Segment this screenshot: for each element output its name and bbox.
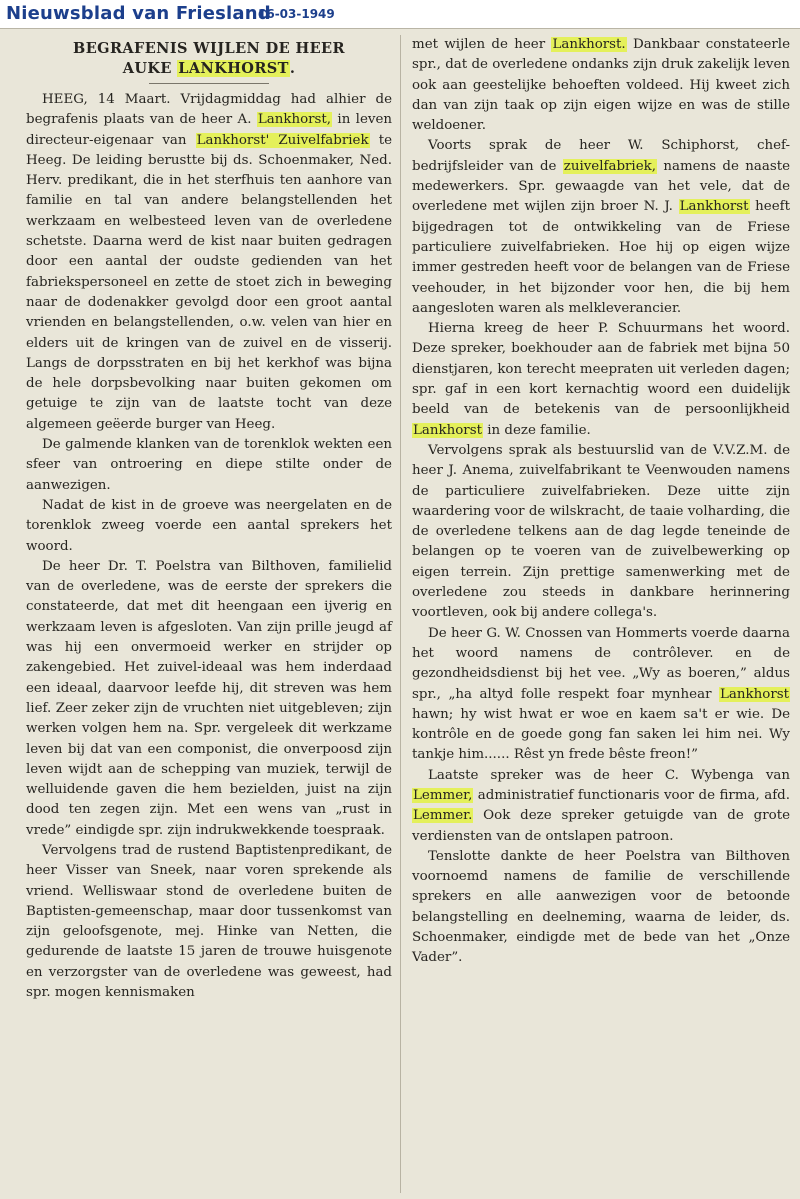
paragraph xyxy=(412,35,790,136)
paragraph: De heer Dr. T. Poelstra van Bilthoven, familielid van de overledene, was de eerste der sprekers die constateerde, dat met dit heengaan een ijverig en werkzaam leven is afgesloten. Van zijn prille jeugd af was hij een onvermoeid werker en strijder op zakengebied. Het zuivel-ideaal was hem inderdaad een ideaal, daarvoor leefde hij, dit streven was hem lief. Zeer zeker zijn de vruchten niet uitgebleven; zijn werken volgen hem na. Spr. vergeleek dit werkzame leven bij dat van een componist, die onverpoosd zijn leven wijdt aan de schepping van muziek, terwijl de welluidende gaven die hem bezielden, juist na zijn dood ten zegen zijn. Met een wens van „rust in vrede” eindigde spr. zijn indrukwekkende toespraak. xyxy=(26,558,392,838)
paragraph-text: Ook deze spreker getuigde van de grote verdiensten van de ontslapen patroon. xyxy=(412,808,790,844)
paragraph-text: De heer G. W. Cnossen van Hommerts voerde daarna het woord namens de contrôlever. en de gezondheidsdienst bij het vee. „Wy as boeren,” aldus spr., „ha altyd folle respekt foar mynhear xyxy=(412,625,790,702)
paragraph-text: met wijlen de heer xyxy=(412,37,552,52)
paragraph: Vervolgens sprak als bestuurslid van de V.V.Z.M. de heer J. Anema, zuivelfabrikant te Veenwouden namens de particuliere zuivelfabrieken. Deze uitte zijn waardering voor de wilskracht, de taaie volharding, die de overledene telkens aan de dag legde teneinde de belangen op te voeren van de zuivelbewerking op eigen terrein. Zijn prettige samenwerking met de overledene zou steeds in dankbare herinnering voortleven, ook bij andere collega's. xyxy=(412,442,790,621)
paragraph xyxy=(412,136,790,319)
search-highlight: Lankhorst' Zuivelfabriek xyxy=(196,132,369,148)
headline-text: AUKE xyxy=(122,60,178,77)
paragraph-text: Hierna kreeg de heer P. Schuurmans het woord. Deze spreker, boekhouder aan de fabriek met bijna 50 dienstjaren, kon terecht meepraten uit verleden dagen; spr. gaf in een kort kernachtig woord een duidelijk beeld van de betekenis van de persoonlijkheid xyxy=(412,321,790,418)
headline-rule xyxy=(149,83,269,84)
paragraph xyxy=(412,766,790,847)
paragraph: De galmende klanken van de torenklok wekten een sfeer van ontroering en diepe stilte onder de aanwezigen. xyxy=(26,437,392,493)
headline-line-1: BEGRAFENIS WIJLEN DE HEER xyxy=(73,40,345,57)
headline-line-2 xyxy=(26,59,392,79)
paragraph: Nadat de kist in de groeve was neergelaten en de torenklok zweeg voerde een aantal sprekers het woord. xyxy=(26,497,392,554)
paragraph: Vervolgens trad de rustend Baptistenpredikant, de heer Visser van Sneek, naar voren sprekende als vriend. Welliswaar stond de overledene buiten de Baptisten-gemeenschap, maar door tussenkomst van zijn geloofsgenote, mej. Hinke van Netten, die gedurende de laatste 15 jaren de trouwe huisgenote en verzorgster van de overledene was geweest, had spr. mogen kennismaken xyxy=(26,842,392,1001)
paragraph xyxy=(412,319,790,441)
article-column-right xyxy=(412,35,790,969)
paragraph-text: Dankbaar constateerle spr., dat de overledene ondanks zijn druk zakelijk leven ook aan geestelijke behoeften voldeed. Hij kweet zich dan van zijn taak op zijn eigen wijze en was de stille weldoener. xyxy=(412,37,790,134)
search-highlight: Lemmer. xyxy=(413,808,473,824)
paragraph-text: te Heeg. De leiding berustte bij ds. Schoenmaker, Ned. Herv. predikant, die in het sterfhuis ten aanhore van familie en tal van andere belangstellenden het werkzaam en welbesteed leven van de overledene schetste. Daarna werd de kist naar buiten gedragen door een aantal der oudste gedienden van het fabriekspersoneel en zette de stoet zich in beweging naar de dodenakker gevolgd door een groot aantal vrienden en belangstellenden, o.w. velen van hier en elders uit de kringen van de zuivel en de visserij. Langs de dorpsstraten en bij het kerkhof was bijna de hele dorpsbevolking naar buiten gekomen om getuige te zijn van de laatste tocht van deze algemeen geëerde burger van Heeg. xyxy=(26,132,393,432)
newspaper-name: Nieuwsblad van Friesland xyxy=(6,3,271,24)
search-highlight: zuivelfabriek, xyxy=(563,158,657,174)
paragraph-text: heeft bijgedragen tot de ontwikkeling van de Friese particuliere zuivelfabrieken. Hoe hij op eigen wijze immer gestreden heeft voor de belangen van de Friese veehouder, in het bijzonder voor hen, die bij hem aangesloten waren als melkleverancier. xyxy=(412,199,790,316)
paragraph-text: hawn; hy wist hwat er woe en kaem sa't er wie. De kontrôle en de goede gong fan saken lei him nei. Wy tankje him...... Rêst yn frede bêste freon!” xyxy=(412,706,790,763)
paragraph: Tenslotte dankte de heer Poelstra van Bilthoven voornoemd namens de familie de verschillende sprekers en alle aanwezigen voor de betoonde belangstelling en deelneming, waarna de leider, ds. Schoenmaker, eindigde met de bede van het „Onze Vader”. xyxy=(412,848,790,966)
search-highlight: Lankhorst xyxy=(720,686,789,702)
column-divider xyxy=(400,35,401,1193)
paragraph-text: in deze familie. xyxy=(482,422,591,438)
search-highlight: Lankhorst xyxy=(679,199,749,215)
paragraph-text: in leven directeur-eigenaar van xyxy=(26,112,392,148)
paragraph-text: Voorts sprak de heer W. Schiphorst, chef-bedrijfsleider van de xyxy=(412,138,790,174)
article-column-left xyxy=(26,37,392,1003)
paragraph-text: HEEG, 14 Maart. Vrijdagmiddag had alhier de begrafenis plaats van de heer A. xyxy=(26,92,392,128)
search-highlight: Lankhorst, xyxy=(257,112,332,128)
headline-text: . xyxy=(289,60,296,77)
search-highlight: LANKHORST xyxy=(178,60,289,77)
paragraph xyxy=(26,90,392,435)
page-header xyxy=(0,0,800,28)
search-highlight: Lemmer, xyxy=(413,787,473,803)
paragraph-text: administratief functionaris voor de firma, afd. xyxy=(473,787,790,803)
paragraph-text: namens de naaste medewerkers. Spr. gewaagde van het vele, dat de overledene met wijlen zijn broer N. J. xyxy=(412,158,790,215)
search-highlight: Lankhorst xyxy=(413,422,482,438)
search-highlight: Lankhorst. xyxy=(552,37,626,52)
paragraph xyxy=(412,624,790,766)
paragraph-text: Laatste spreker was de heer C. Wybenga van xyxy=(428,767,790,783)
newspaper-clipping xyxy=(0,28,800,1199)
publication-date: 16-03-1949 xyxy=(258,7,335,21)
article-headline xyxy=(26,39,392,84)
